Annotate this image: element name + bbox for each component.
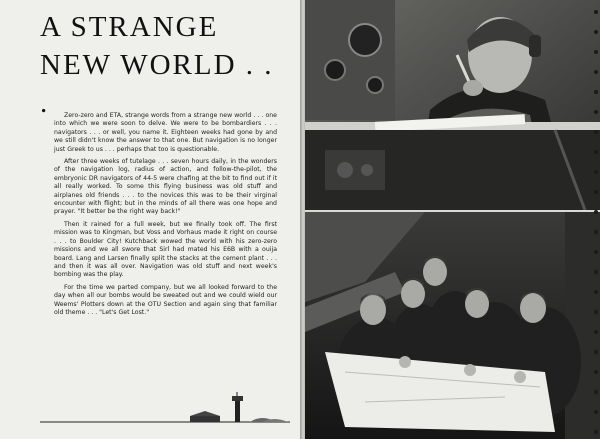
airfield-sketch (40, 392, 290, 426)
navigator-photo-illustration (305, 0, 600, 210)
paragraph-3: Then it rained for a full week, but we finally took off. The first mission was to Kingman, but Voss and Vorhaus made it right on course . . . to Boulder City! Kutchback wowed the world with his zero-zero missions and we all swore that Sirl had mated his E6B with a ouija board. Lang and Larsen finally split the stacks at the cement plant . . . and then it was all over. Navigation was old stuff and next week's bombing was the play. (54, 220, 277, 279)
photo-navigators-with-map (305, 212, 600, 439)
binder-holes (590, 0, 600, 439)
article-body (54, 112, 277, 321)
paragraph-4: For the time we parted company, but we all looked forward to the day when all our bombs would be sweated out and we could wield our Weems' Plotters down at the OTU Section and again sing that familiar old theme . . . "Let's Get Lost." (54, 283, 277, 316)
crew-photo-illustration (305, 212, 600, 439)
photo-navigator-at-desk (305, 0, 600, 210)
paragraph-1: Zero-zero and ETA, strange words from a strange new world . . . one into which we were soon to delve. We were to be bombardiers . . . navigators . . . or well, you name it. Eighteen weeks had gone by and we still didn't know the answer to that one. But navigation is no longer just Greek to us . . . perhaps that too is questionable. (54, 112, 277, 153)
page-title: A STRANGE NEW WORLD . . . (40, 11, 274, 119)
paragraph-2: After three weeks of tutelage . . . seven hours daily, in the wonders of the navigation log, radius of action, and follow-the-pilot, the embryonic DR navigators of 44-5 were chafing at the bit to find out if it all really worked. To some this flying business was old stuff and airplanes old friends . . . to the novices this was to be their virginal encounter with flight; but in the minds of all there was one hope and prayer. "It better be the right way back!" (54, 158, 277, 216)
